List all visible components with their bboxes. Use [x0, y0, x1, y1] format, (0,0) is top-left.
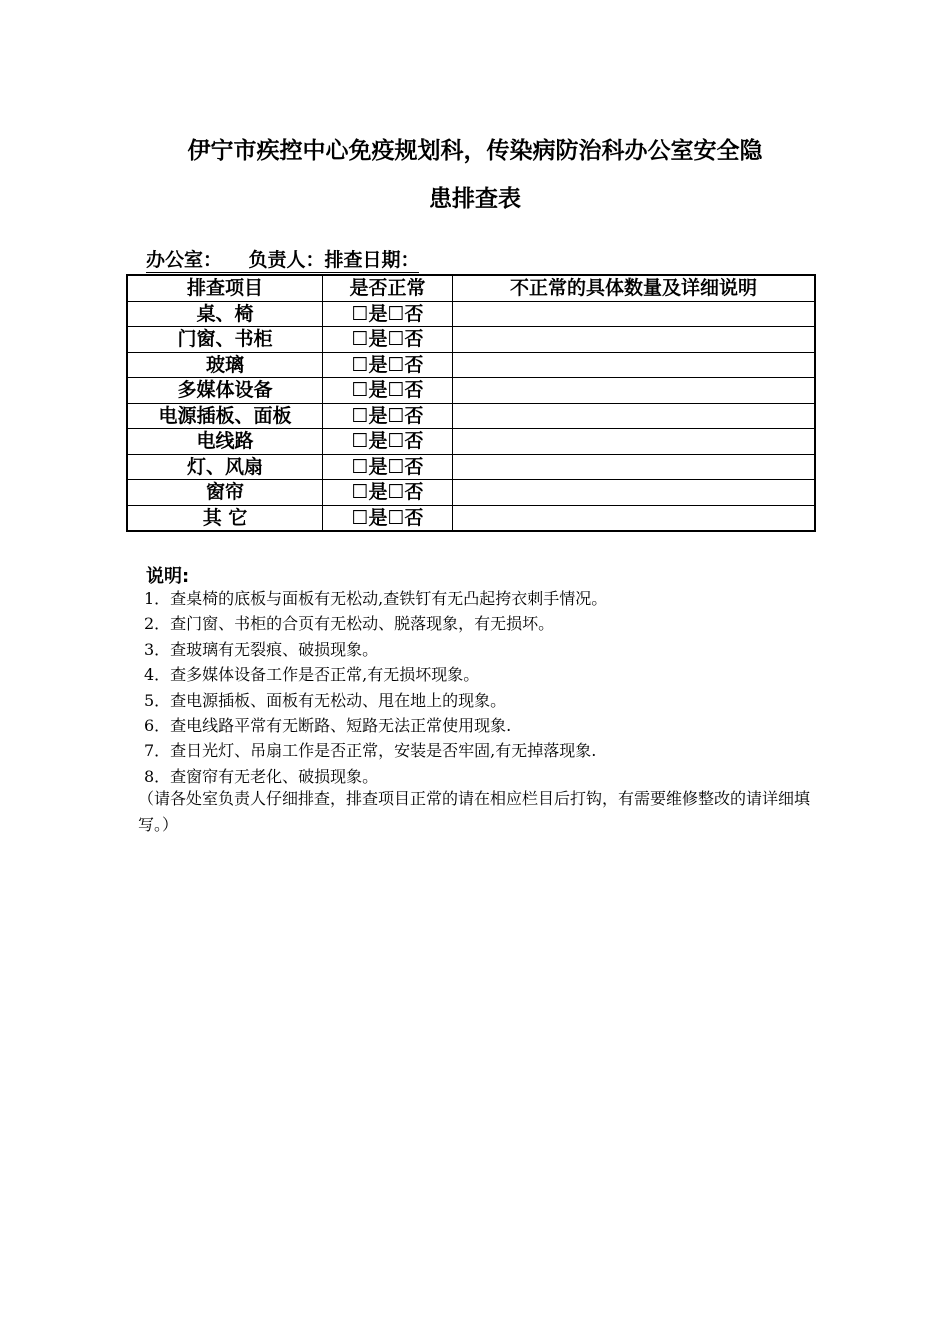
- footer-instruction: （请各处室负责人仔细排查，排查项目正常的请在相应栏目后打钩，有需要维修整改的请详细填写。）: [138, 789, 811, 834]
- table-row: [127, 301, 815, 327]
- table-row: [127, 352, 815, 378]
- note-item: 7．查日光灯、吊扇工作是否正常，安装是否牢固,有无掉落现象.: [144, 741, 597, 761]
- table-row: [127, 454, 815, 480]
- row-detail-cell[interactable]: [453, 480, 816, 506]
- table-row: [127, 327, 815, 353]
- row-detail-cell[interactable]: [453, 429, 816, 455]
- note-item: 6．查电线路平常有无断路、短路无法正常使用现象.: [144, 716, 512, 736]
- row-detail-cell[interactable]: [453, 378, 816, 404]
- table-row: [127, 403, 815, 429]
- row-detail-cell[interactable]: [453, 505, 816, 531]
- notes-list: [144, 586, 824, 789]
- note-item: 3．查玻璃有无裂痕、破损现象。: [144, 639, 379, 659]
- table-row: [127, 480, 815, 506]
- table-header-row: [127, 275, 815, 301]
- document-title-line-2: 患排查表: [429, 186, 521, 212]
- row-status-checkboxes[interactable]: ☐是☐否: [323, 429, 453, 455]
- row-detail-cell[interactable]: [453, 327, 816, 353]
- row-status-checkboxes[interactable]: ☐是☐否: [323, 454, 453, 480]
- note-item: 5．查电源插板、面板有无松动、甩在地上的现象。: [144, 690, 507, 710]
- row-item-cell: 其 它: [127, 505, 323, 531]
- note-item: 1．查桌椅的底板与面板有无松动,查铁钉有无凸起挎衣刺手情况。: [144, 589, 608, 608]
- row-status-checkboxes[interactable]: ☐是☐否: [323, 505, 453, 531]
- row-status-checkboxes[interactable]: ☐是☐否: [323, 378, 453, 404]
- table-row: [127, 378, 815, 404]
- row-detail-cell[interactable]: [453, 352, 816, 378]
- row-item-cell: 桌、椅: [127, 301, 323, 327]
- row-item-cell: 多媒体设备: [127, 378, 323, 404]
- table-row: [127, 505, 815, 531]
- header-status: 是否正常: [323, 275, 453, 301]
- header-detail: 不正常的具体数量及详细说明: [453, 275, 816, 301]
- row-status-checkboxes[interactable]: ☐是☐否: [323, 327, 453, 353]
- row-item-cell: 窗帘: [127, 480, 323, 506]
- row-item-cell: 玻璃: [127, 352, 323, 378]
- notes-heading: 说明:: [146, 566, 190, 587]
- note-item: 2．查门窗、书柜的合页有无松动、脱落现象，有无损坏。: [144, 614, 555, 634]
- inspection-table: [126, 274, 816, 532]
- document-title-line-1: 伊宁市疾控中心免疫规划科，传染病防治科办公室安全隐: [187, 138, 763, 164]
- row-status-checkboxes[interactable]: ☐是☐否: [323, 352, 453, 378]
- row-item-cell: 门窗、书柜: [127, 327, 323, 353]
- table-row: [127, 429, 815, 455]
- row-detail-cell[interactable]: [453, 403, 816, 429]
- note-item: 8．查窗帘有无老化、破损现象。: [144, 766, 379, 786]
- row-status-checkboxes[interactable]: ☐是☐否: [323, 301, 453, 327]
- note-item: 4．查多媒体设备工作是否正常,有无损坏现象。: [144, 665, 480, 685]
- row-status-checkboxes[interactable]: ☐是☐否: [323, 480, 453, 506]
- row-detail-cell[interactable]: [453, 301, 816, 327]
- office-responsible-date-line: 办公室： 负责人：排查日期：: [146, 249, 420, 271]
- row-item-cell: 灯、风扇: [127, 454, 323, 480]
- row-item-cell: 电源插板、面板: [127, 403, 323, 429]
- row-item-cell: 电线路: [127, 429, 323, 455]
- row-detail-cell[interactable]: [453, 454, 816, 480]
- header-item: 排查项目: [127, 275, 323, 301]
- row-status-checkboxes[interactable]: ☐是☐否: [323, 403, 453, 429]
